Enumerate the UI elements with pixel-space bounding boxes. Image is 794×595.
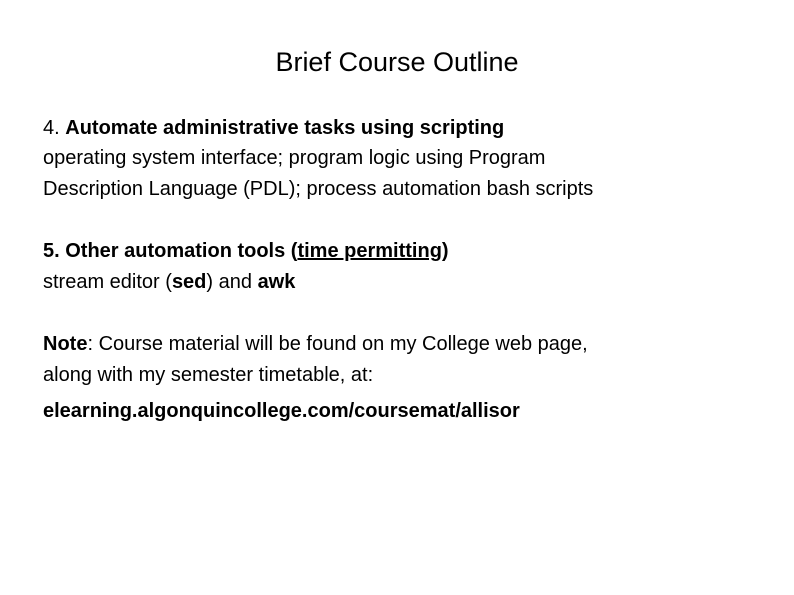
and-text: ) and <box>206 271 258 293</box>
section-4-number: 4. <box>43 117 66 139</box>
note-line-2: along with my semester timetable, at: <box>43 364 374 386</box>
section-5-heading <box>43 237 449 265</box>
note-text-1: : Course material will be found on my College web page, <box>87 333 588 355</box>
section-4-text-line-1: operating system interface; program logic using Program <box>43 147 546 169</box>
sed-term: sed <box>171 271 207 293</box>
section-4-text-line-2: Description Language (PDL); process automation bash scripts <box>43 178 594 200</box>
stream-editor-text: stream editor ( <box>43 271 172 293</box>
section-4-heading <box>43 114 504 142</box>
note-line-1 <box>43 330 588 358</box>
section-5-text <box>43 268 295 296</box>
course-url: elearning.algonquincollege.com/coursemat/allisor <box>43 400 520 422</box>
section-5-title: 5. Other automation tools ( <box>43 240 298 262</box>
awk-term: awk <box>257 271 296 293</box>
time-permitting-text: time permitting <box>297 240 442 262</box>
section-4-title: Automate administrative tasks using scripting <box>65 117 505 139</box>
section-5-title-close: ) <box>441 240 449 262</box>
slide-title: Brief Course Outline <box>275 47 519 77</box>
note-label: Note <box>43 333 88 355</box>
